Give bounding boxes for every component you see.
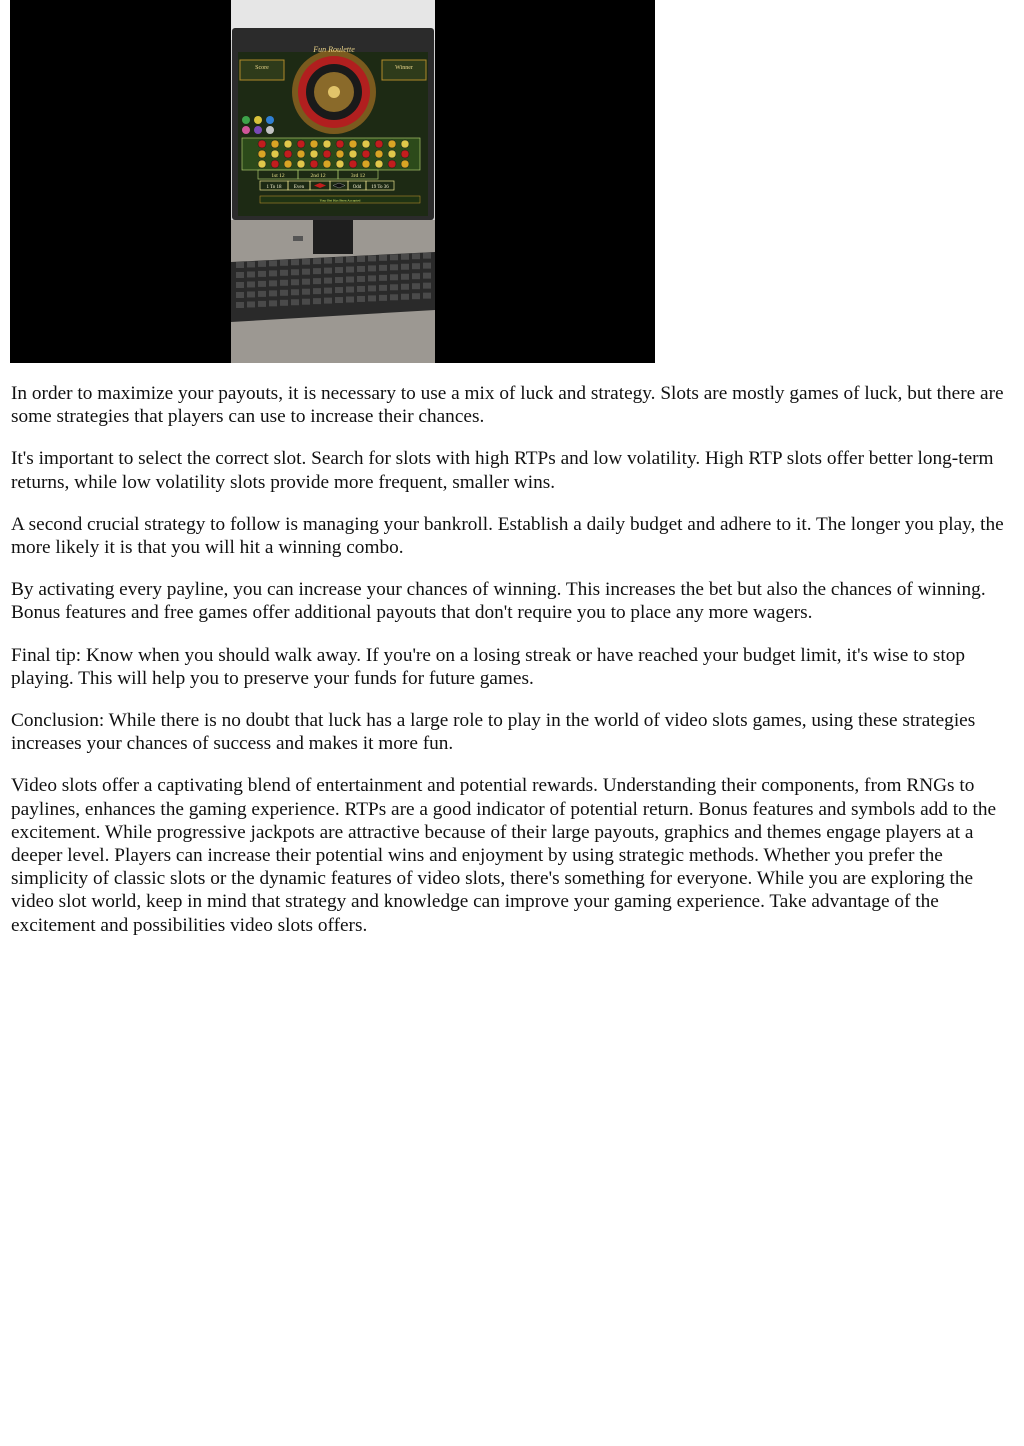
paragraph-walk-away: Final tip: Know when you should walk away. If you're on a losing streak or have reached your budget limit, it's wise to stop playing. This will help you to preserve your funds for future games.: [11, 644, 966, 689]
dozen-1: 1st 12: [271, 173, 285, 179]
score-label: Score: [255, 65, 269, 71]
video-player[interactable]: [10, 0, 655, 363]
winner-label: Winner: [395, 65, 413, 71]
paragraph-summary: Video slots offer a captivating blend of entertainment and potential rewards. Understanding their components, from RNGs to paylines, enhances the gaming experience. RTPs are a good indicator of potential return. Bonus features and symbols add to the excitement. While progressive jackpots are attractive because of their large payouts, graphics and themes engage players at a deeper level. Players can increase their potential wins and enjoyment by using strategic methods. Whether you prefer the simplicity of classic slots or the dynamic features of video slots, there's something for everyone. While you are exploring the video slot world, keep in mind that strategy and knowledge can improve your gaming experience. Take advantage of the excitement and possibilities video slots offers.: [11, 775, 997, 936]
bet-19-to-36: 19 To 36: [371, 185, 389, 190]
roulette-machine-video-frame: [10, 0, 655, 363]
paragraph-select-slot: It's important to select the correct slot. Search for slots with high RTPs and low volatility. High RTP slots offer better long-term returns, while low volatility slots provide more frequent, smaller wins.: [11, 448, 994, 493]
dozen-2: 2nd 12: [310, 173, 326, 179]
paragraph-maximize-payouts: In order to maximize your payouts, it is necessary to use a mix of luck and strategy. Slots are mostly games of luck, but there are some strategies that players can use to increase their chances.: [11, 383, 1004, 428]
bet-odd: Odd: [352, 185, 362, 190]
bet-even: Even: [293, 185, 305, 190]
screen-footer-text: Your Bet Has Been Accepted: [319, 198, 361, 203]
paragraph-paylines: By activating every payline, you can increase your chances of winning. This increases the bet but also the chances of winning. Bonus features and free games offer additional payouts that don't require you to place any more wagers.: [11, 579, 986, 624]
dozen-3: 3rd 12: [350, 173, 366, 179]
paragraph-bankroll: A second crucial strategy to follow is managing your bankroll. Establish a daily budget and adhere to it. The longer you play, the more likely it is that you will hit a winning combo.: [11, 513, 1004, 559]
screen-title: Fun Roulette: [313, 45, 355, 54]
bet-1-to-18: 1 To 18: [266, 185, 282, 190]
number-grid: [242, 138, 420, 170]
monitor-stand: [313, 220, 353, 254]
paragraph-conclusion: Conclusion: While there is no doubt that luck has a large role to play in the world of video slots games, using these strategies increases your chances of success and makes it more fun.: [11, 710, 976, 755]
article-body: [11, 382, 1011, 956]
